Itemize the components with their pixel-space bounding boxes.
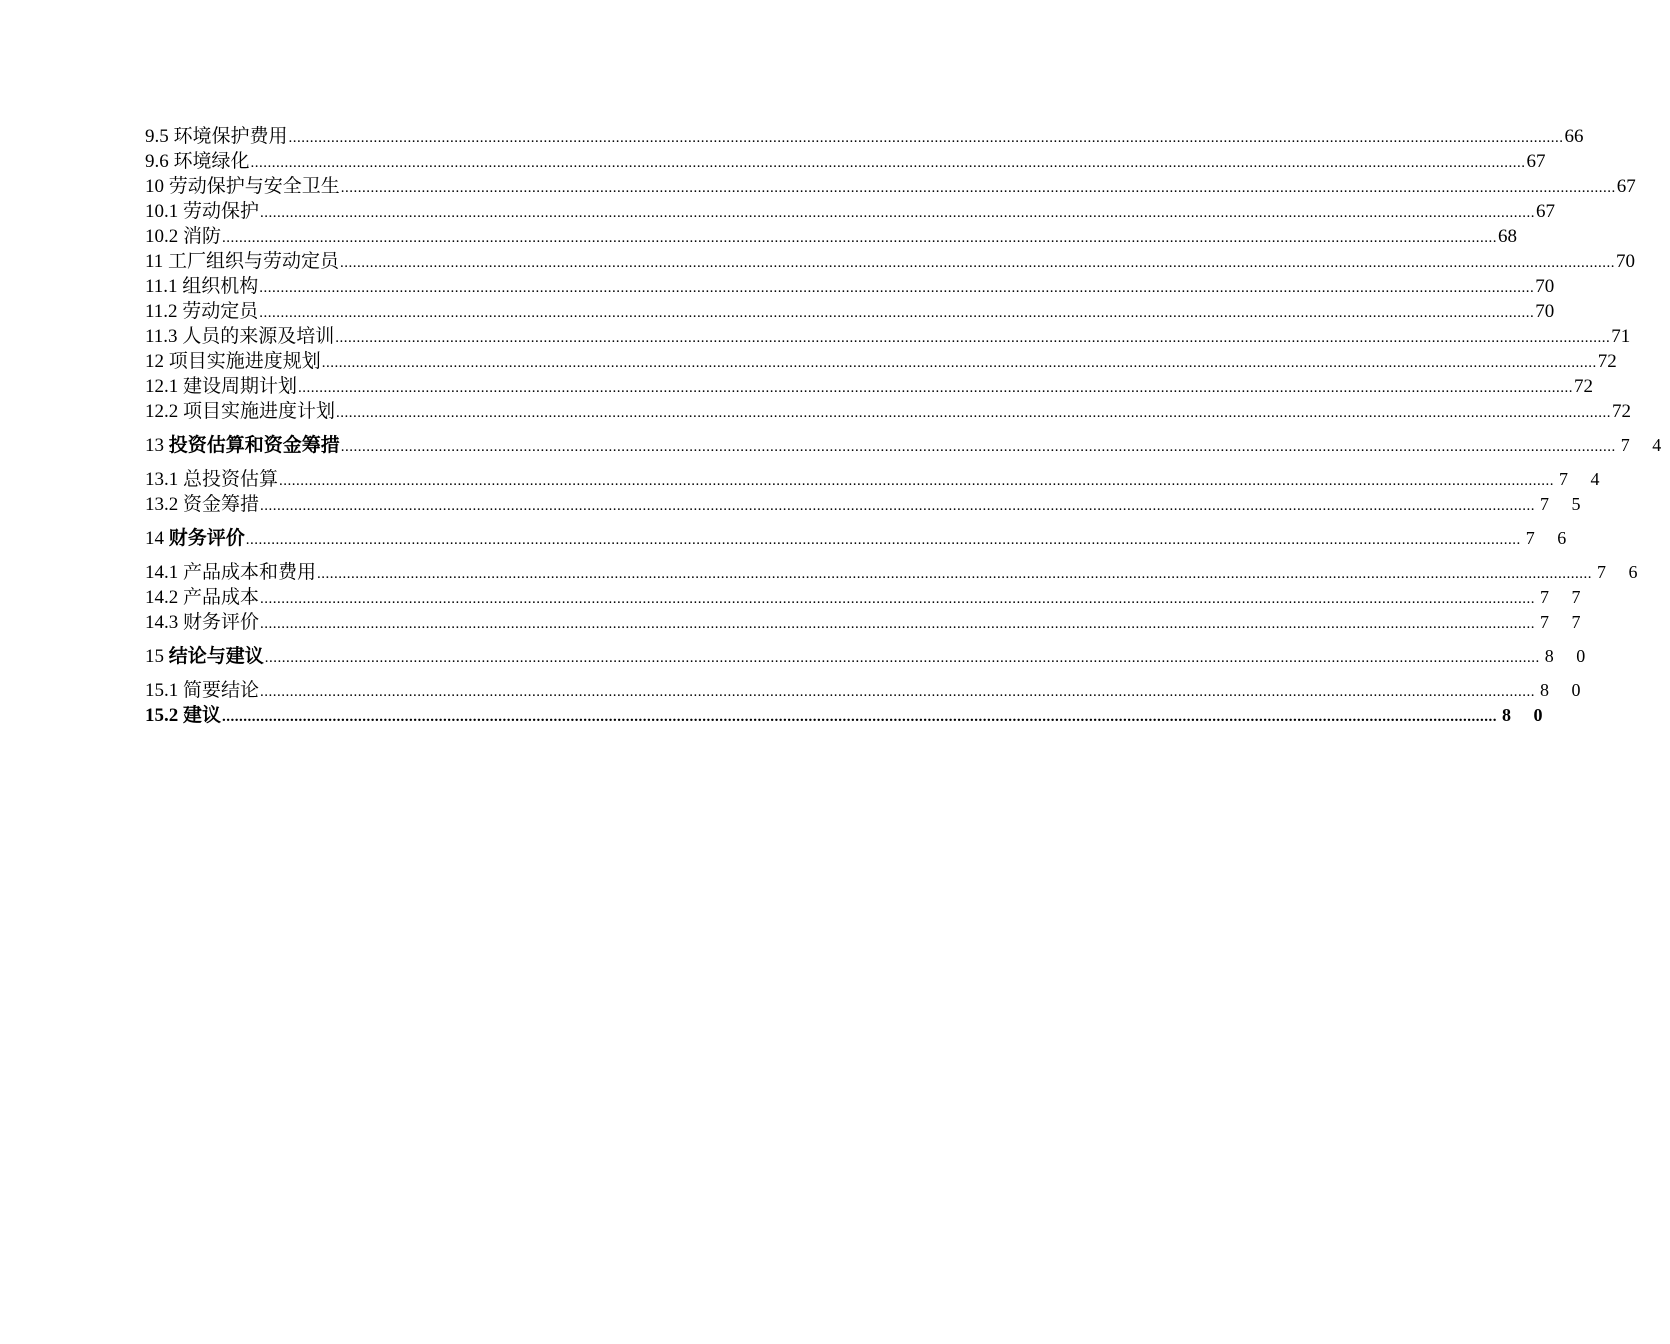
toc-page-number: 67 xyxy=(1536,201,1556,222)
toc-entry-label: 11.1 组织机构 xyxy=(145,276,259,297)
toc-leader-dots: ............................................................................................................................................................................................................................................................................................................ xyxy=(335,330,1611,346)
toc-leader-dots: ............................................................................................................................................................................................................................................................................................................ xyxy=(298,380,1574,396)
toc-heading-14[interactable] xyxy=(145,523,1576,554)
toc-entry-label: 9.5 环境保护费用 xyxy=(145,126,288,147)
toc-leader-dots: ............................................................................................................................................................................................................................................................................................................ xyxy=(259,280,1535,296)
toc-page-number: 7 6 xyxy=(1525,528,1576,548)
toc-page-number: 7 7 xyxy=(1540,587,1590,607)
toc-entry-label: 13.1 总投资估算 xyxy=(145,469,279,490)
toc-leader-dots: ............................................................................................................................................................................................................................................................................................................ xyxy=(336,405,1612,421)
toc-entry-14-2[interactable] xyxy=(145,585,1590,610)
table-of-contents xyxy=(145,124,1670,728)
toc-page-number: 68 xyxy=(1498,226,1518,247)
toc-leader-dots: ............................................................................................................................................................................................................................................................................................................ xyxy=(259,305,1535,321)
toc-leader-dots: ............................................................................................................................................................................................................................................................................................................ xyxy=(279,473,1555,489)
toc-page-number: 70 xyxy=(1535,276,1555,297)
toc-leader-dots: ............................................................................................................................................................................................................................................................................................................ xyxy=(260,591,1536,607)
toc-leader-dots: ............................................................................................................................................................................................................................................................................................................ xyxy=(288,130,1564,146)
toc-entry-15-2[interactable] xyxy=(145,703,1552,728)
toc-leader-dots: ............................................................................................................................................................................................................................................................................................................ xyxy=(317,566,1593,582)
toc-entry-15-1[interactable] xyxy=(145,678,1590,703)
toc-page-number: 8 0 xyxy=(1540,680,1590,700)
toc-entry-9-6[interactable] xyxy=(145,149,1546,174)
toc-entry-label: 14.2 产品成本 xyxy=(145,587,260,608)
toc-page-number: 8 0 xyxy=(1544,646,1595,666)
toc-leader-dots: ............................................................................................................................................................................................................................................................................................................ xyxy=(260,205,1536,221)
toc-entry-label: 12 项目实施进度规划 xyxy=(145,351,321,372)
toc-page-number: 67 xyxy=(1616,176,1636,197)
toc-entry-10-1[interactable] xyxy=(145,199,1556,224)
toc-page-number: 72 xyxy=(1597,351,1617,372)
toc-entry-label: 12.2 项目实施进度计划 xyxy=(145,401,336,422)
toc-page-number: 72 xyxy=(1574,376,1594,397)
toc-heading-number: 14 xyxy=(145,528,164,549)
toc-leader-dots: ............................................................................................................................................................................................................................................................................................................ xyxy=(321,355,1597,371)
toc-entry-11[interactable] xyxy=(145,249,1636,274)
toc-page-number: 70 xyxy=(1616,251,1636,272)
toc-leader-dots: ............................................................................................................................................................................................................................................................................................................ xyxy=(260,684,1536,700)
toc-entry-label: 15.1 简要结论 xyxy=(145,680,260,701)
toc-entry-11-1[interactable] xyxy=(145,274,1555,299)
toc-entry-11-3[interactable] xyxy=(145,324,1631,349)
toc-entry-label: 11.2 劳动定员 xyxy=(145,301,259,322)
toc-heading-label xyxy=(145,641,264,672)
toc-page-number: 7 5 xyxy=(1540,494,1590,514)
toc-page-number: 67 xyxy=(1526,151,1546,172)
toc-page-number: 7 4 xyxy=(1620,435,1670,455)
toc-entry-label: 12.1 建设周期计划 xyxy=(145,376,298,397)
toc-page-number: 7 6 xyxy=(1597,562,1647,582)
toc-page-number: 7 7 xyxy=(1540,612,1590,632)
toc-entry-14-3[interactable] xyxy=(145,610,1590,635)
toc-heading-label xyxy=(145,430,340,461)
toc-entry-10-2[interactable] xyxy=(145,224,1518,249)
toc-heading-number: 13 xyxy=(145,435,164,456)
toc-entry-9-5[interactable] xyxy=(145,124,1584,149)
toc-entry-12[interactable] xyxy=(145,349,1617,374)
toc-leader-dots: ............................................................................................................................................................................................................................................................................................................ xyxy=(250,155,1526,171)
toc-entry-10[interactable] xyxy=(145,174,1636,199)
toc-entry-label: 15.2 建议 xyxy=(145,705,222,726)
toc-entry-label: 11.3 人员的来源及培训 xyxy=(145,326,335,347)
toc-page-number: 72 xyxy=(1612,401,1632,422)
toc-entry-label: 10.2 消防 xyxy=(145,226,222,247)
toc-heading-13[interactable] xyxy=(145,430,1670,461)
toc-heading-title: 结论与建议 xyxy=(168,646,264,667)
toc-entry-label: 11 工厂组织与劳动定员 xyxy=(145,251,340,272)
toc-page-number: 66 xyxy=(1564,126,1584,147)
toc-leader-dots: ............................................................................................................................................................................................................................................................................................................ xyxy=(222,230,1498,246)
toc-entry-12-1[interactable] xyxy=(145,374,1594,399)
toc-leader-dots: ............................................................................................................................................................................................................................................................................................................ xyxy=(340,255,1616,271)
toc-heading-15[interactable] xyxy=(145,641,1595,672)
toc-heading-title: 投资估算和资金筹措 xyxy=(168,435,340,456)
toc-entry-label: 10.1 劳动保护 xyxy=(145,201,260,222)
toc-leader-dots: ............................................................................................................................................................................................................................................................................................................ xyxy=(260,616,1536,632)
toc-page-number: 8 0 xyxy=(1502,705,1552,725)
toc-leader-dots: ............................................................................................................................................................................................................................................................................................................ xyxy=(340,180,1616,196)
toc-page-number: 7 4 xyxy=(1559,469,1609,489)
toc-leader-dots: ............................................................................................................................................................................................................................................................................................................ xyxy=(222,709,1498,725)
toc-leader-dots: ............................................................................................................................................................................................................................................................................................................ xyxy=(260,498,1536,514)
toc-page-number: 70 xyxy=(1535,301,1555,322)
toc-entry-label: 13.2 资金筹措 xyxy=(145,494,260,515)
toc-entry-11-2[interactable] xyxy=(145,299,1555,324)
toc-entry-label: 14.3 财务评价 xyxy=(145,612,260,633)
toc-leader-dots: ............................................................................................................................................................................................................................................................................................................ xyxy=(245,532,1521,548)
toc-entry-13-1[interactable] xyxy=(145,467,1609,492)
toc-heading-number: 15 xyxy=(145,646,164,667)
toc-page-number: 71 xyxy=(1611,326,1631,347)
toc-entry-label: 14.1 产品成本和费用 xyxy=(145,562,317,583)
toc-entry-14-1[interactable] xyxy=(145,560,1647,585)
toc-entry-12-2[interactable] xyxy=(145,399,1632,424)
toc-entry-label: 9.6 环境绿化 xyxy=(145,151,250,172)
toc-leader-dots: ............................................................................................................................................................................................................................................................................................................ xyxy=(264,650,1540,666)
toc-entry-13-2[interactable] xyxy=(145,492,1590,517)
toc-leader-dots: ............................................................................................................................................................................................................................................................................................................ xyxy=(340,439,1616,455)
toc-heading-title: 财务评价 xyxy=(164,528,245,549)
toc-entry-label: 10 劳动保护与安全卫生 xyxy=(145,176,340,197)
toc-heading-label xyxy=(145,523,245,554)
